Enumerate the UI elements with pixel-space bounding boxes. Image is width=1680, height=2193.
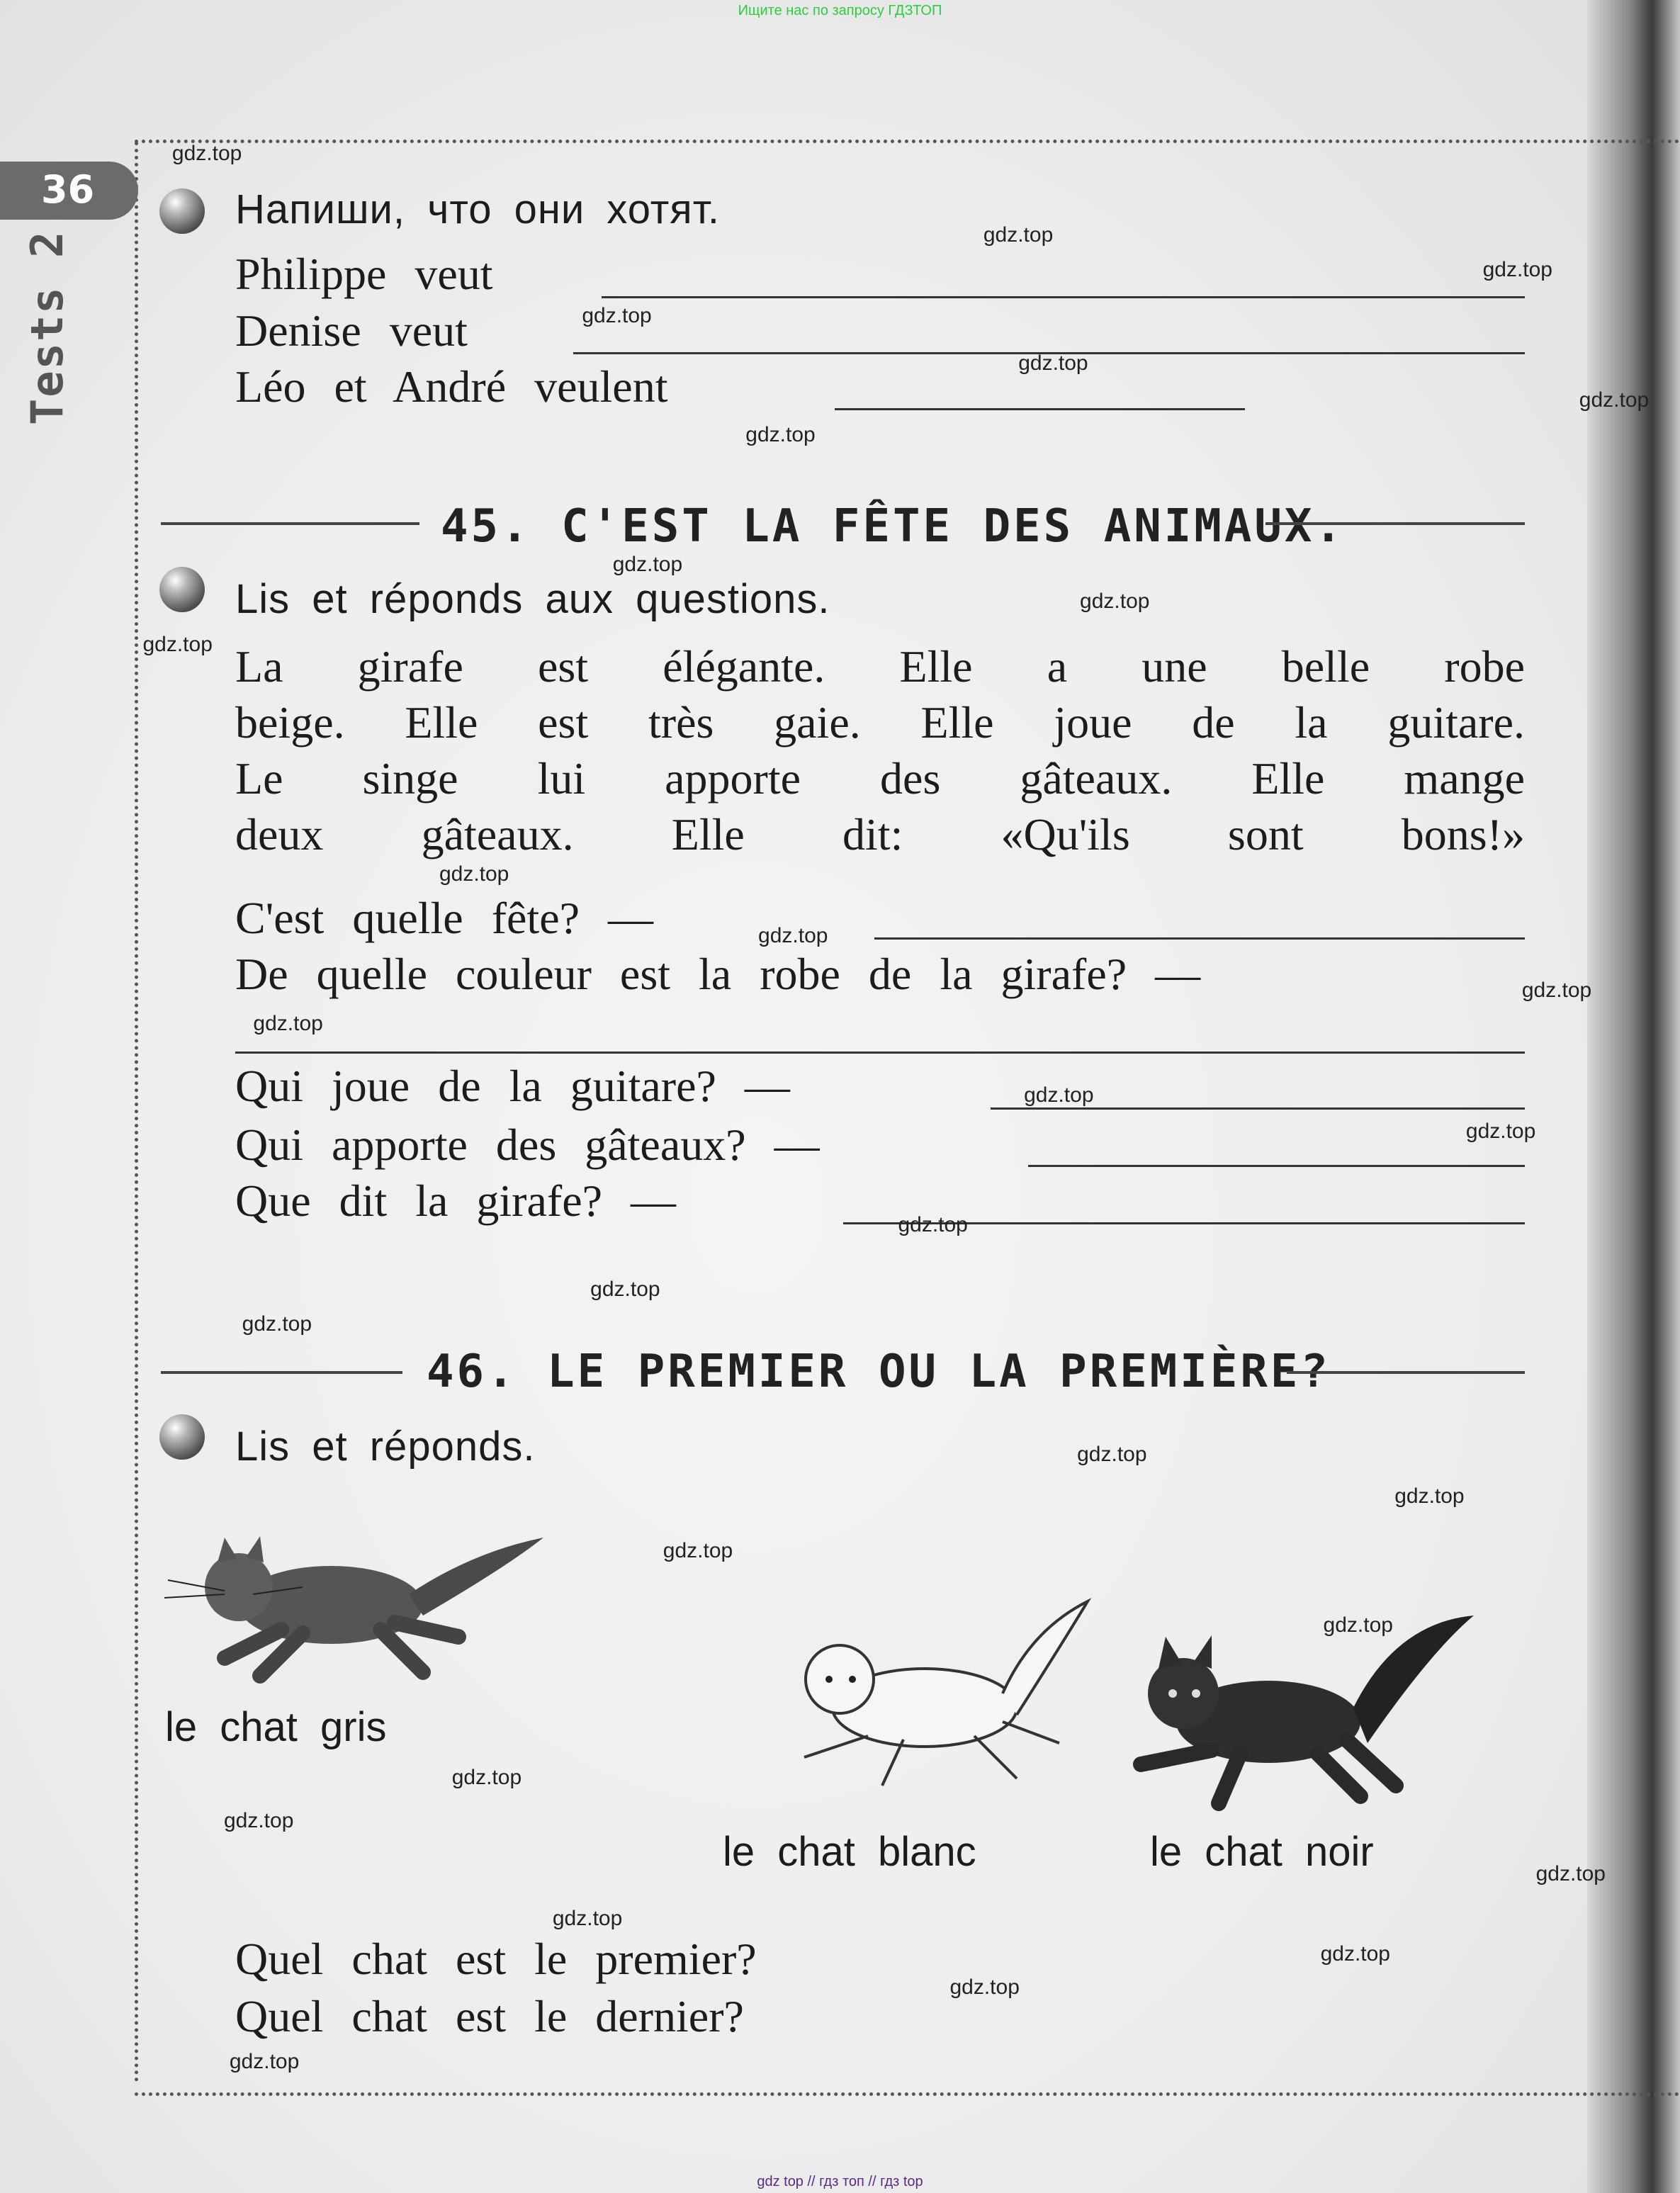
answer-line[interactable] <box>991 1107 1525 1110</box>
watermark: gdz.top <box>949 1975 1020 2000</box>
section-label: Tests 2 <box>21 230 73 425</box>
watermark: gdz.top <box>171 142 242 166</box>
watermark: gdz.top <box>253 1011 323 1035</box>
watermark: gdz.top <box>745 422 816 446</box>
caption-grey-cat: le chat gris <box>165 1704 387 1750</box>
heading-rule <box>1265 522 1525 525</box>
question: De quelle couleur est la robe de la girafe? — <box>235 949 1201 999</box>
watermark: gdz.top <box>1080 589 1150 613</box>
heading-rule <box>1287 1371 1525 1374</box>
bullet-icon <box>159 188 205 234</box>
watermark: gdz.top <box>229 2049 300 2073</box>
watermark: gdz.top <box>582 304 652 328</box>
dotted-frame-left <box>135 142 138 2083</box>
heading-rule <box>161 1371 402 1374</box>
watermark: gdz.top <box>1579 388 1650 412</box>
watermark: gdz.top <box>612 553 683 577</box>
watermark: gdz.top <box>898 1213 968 1237</box>
bottom-banner[interactable]: gdz top // гдз топ // гдз top <box>757 2174 923 2189</box>
question: Que dit la girafe? — <box>235 1176 676 1226</box>
top-banner[interactable]: Ищите нас по запросу ГДЗТОП <box>738 3 942 18</box>
answer-line[interactable] <box>235 1052 1525 1054</box>
text-line: beige. Elle est très gaie. Elle joue de la guitare. <box>235 697 1525 748</box>
answer-prompt: Léo et André veulent <box>235 361 668 412</box>
bullet-icon <box>159 1414 205 1460</box>
page-number: 36 <box>41 167 95 212</box>
answer-prompt: Philippe veut <box>235 249 493 299</box>
watermark: gdz.top <box>590 1278 660 1302</box>
instruction: Lis et réponds. <box>235 1424 536 1470</box>
grey-cat-illustration <box>154 1523 551 1686</box>
bullet-icon <box>159 567 205 612</box>
question: Quel chat est le dernier? <box>235 1991 744 2041</box>
exercise-46-title: 46. LE PREMIER OU LA PREMIÈRE? <box>427 1346 1331 1398</box>
question: C'est quelle fête? — <box>235 893 653 943</box>
instruction: Lis et réponds aux questions. <box>235 576 830 622</box>
caption-black-cat: le chat noir <box>1150 1829 1374 1875</box>
dotted-frame-bottom <box>135 2092 1680 2096</box>
watermark: gdz.top <box>242 1312 312 1336</box>
heading-rule <box>161 522 419 525</box>
white-cat-illustration <box>762 1587 1116 1793</box>
answer-prompt: Denise veut <box>235 305 468 356</box>
watermark: gdz.top <box>1394 1484 1465 1509</box>
watermark: gdz.top <box>451 1765 522 1789</box>
question: Qui apporte des gâteaux? — <box>235 1120 820 1170</box>
text-line: deux gâteaux. Elle dit: «Qu'ils sont bons!» <box>235 809 1525 859</box>
question: Quel chat est le premier? <box>235 1934 757 1984</box>
text-line: Le singe lui apporte des gâteaux. Elle mange <box>235 753 1525 804</box>
answer-line[interactable] <box>1028 1165 1525 1167</box>
watermark: gdz.top <box>552 1907 623 1931</box>
black-cat-illustration <box>1098 1608 1484 1814</box>
watermark: gdz.top <box>1535 1862 1606 1886</box>
watermark: gdz.top <box>1465 1119 1536 1143</box>
watermark: gdz.top <box>439 862 509 886</box>
instruction: Напиши, что они хотят. <box>235 186 720 232</box>
watermark: gdz.top <box>142 633 213 656</box>
watermark: gdz.top <box>1018 351 1088 376</box>
watermark: gdz.top <box>223 1809 294 1833</box>
watermark: gdz.top <box>1482 257 1552 281</box>
watermark: gdz.top <box>983 222 1054 247</box>
watermark: gdz.top <box>1521 978 1592 1002</box>
answer-line[interactable] <box>874 937 1525 940</box>
text-line: La girafe est élégante. Elle a une belle robe <box>235 641 1525 692</box>
caption-white-cat: le chat blanc <box>723 1829 976 1875</box>
question: Qui joue de la guitare? — <box>235 1061 790 1111</box>
watermark: gdz.top <box>663 1539 733 1563</box>
dotted-frame-top <box>135 140 1680 143</box>
exercise-45-title: 45. C'EST LA FÊTE DES ANIMAUX. <box>441 500 1345 553</box>
answer-line[interactable] <box>602 296 1525 298</box>
watermark: gdz.top <box>1077 1442 1147 1466</box>
watermark: gdz.top <box>1320 1941 1391 1966</box>
watermark: gdz.top <box>758 923 828 947</box>
watermark: gdz.top <box>1323 1613 1393 1637</box>
answer-line[interactable] <box>835 408 1245 410</box>
watermark: gdz.top <box>1024 1083 1094 1107</box>
